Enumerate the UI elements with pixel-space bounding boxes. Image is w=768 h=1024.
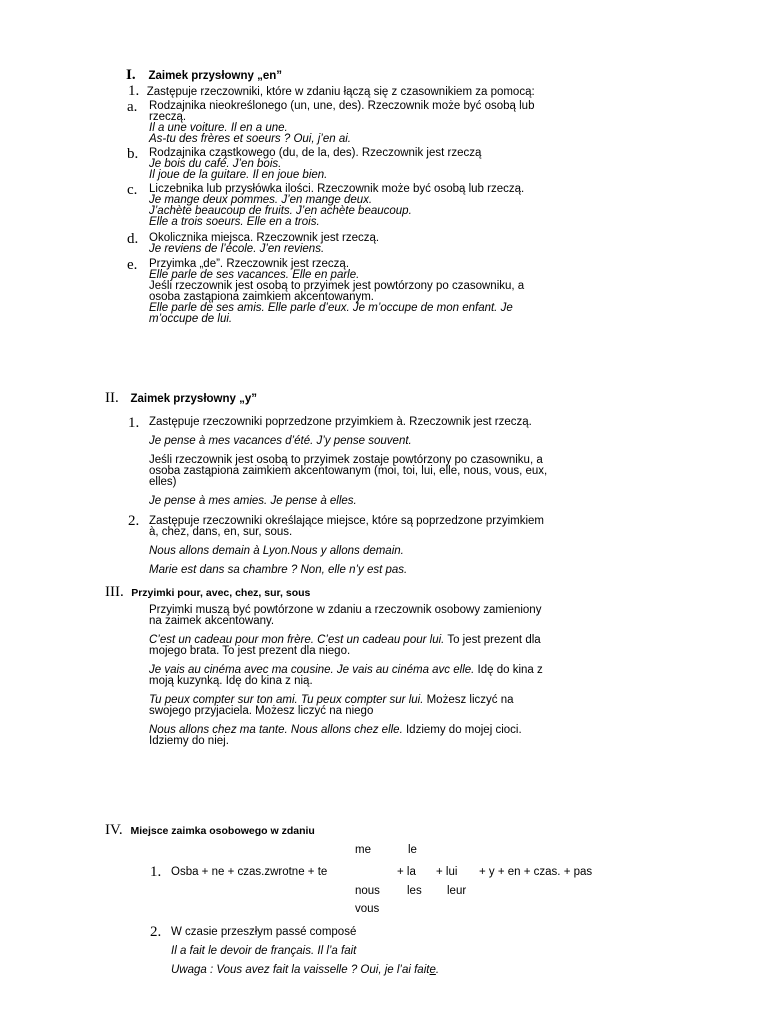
word-order-formula: Osba + ne + czas.zwrotne + te [171,866,328,878]
example-french: Nous allons chez ma tante. Nous allons chez elle. [149,724,403,736]
section-1-item-d-body [149,233,379,255]
example-translation-continued: moją kuzynką. Idę do kina z nią. [149,675,313,687]
item-text: Okolicznika miejsca. Rzeczownik jest rzeczą. [149,232,380,244]
item-text: Liczebnika lub przysłówka ilości. Rzeczownik może być osobą lub rzeczą. [149,183,525,195]
section-2-item-1 [128,414,139,432]
item-letter: d. [127,231,139,247]
example-french: Tu peux compter sur ton ami. Tu peux compter sur lui. [149,694,424,706]
section-1-item-b [127,145,138,163]
formula-lui: + lui [436,866,458,878]
section-1-roman: I. [126,67,136,83]
section-3-heading [105,583,310,601]
section-1-item-a [127,98,137,116]
item-number: 1. [128,415,140,431]
example-french: Je vais au cinéma avec ma cousine. Je vais au cinéma avc elle. [149,664,475,676]
item-text: Zastępuje rzeczowniki określające miejsce, które są poprzedzone przyimkiem [149,515,544,527]
example-translation: Idziemy do mojej cioci. [402,724,522,736]
section-1-item-c [127,181,137,199]
section-2-item-2-body [149,516,544,576]
pronoun-le: le [408,844,417,856]
section-2-title: Zaimek przysłowny „y” [130,393,257,405]
section-1-item-e-body [149,259,524,325]
item-text: osoba zastąpiona zaimkiem akcentowanym. [149,291,375,303]
item-text: Zastępuje rzeczowniki poprzedzone przyimkiem à. Rzeczownik jest rzeczą. [149,416,532,428]
example-line: Nous allons demain à Lyon.Nous y allons demain. [149,545,404,557]
section-1-item-d [127,230,138,248]
section-4-item-2-body [171,927,439,976]
example-line: Elle a trois soeurs. Elle en a trois. [149,216,320,228]
item-number: 1. [150,864,162,880]
section-2-heading [105,389,257,407]
example-line: Je mange deux pommes. J’en mange deux. [149,194,373,206]
item-letter: b. [127,146,139,162]
item-letter: c. [127,182,138,198]
item-text: Rodzajnika cząstkowego (du, de la, des). Rzeczownik jest rzeczą [149,147,482,159]
example-line: Elle parle de ses amis. Elle parle d’eux. Je m’occupe de mon enfant. Je [149,302,513,314]
section-4-roman: IV. [105,822,123,838]
paragraph-line: Przyimki muszą być powtórzone w zdaniu a rzeczownik osobowy zamieniony [149,604,542,616]
section-1-title: Zaimek przysłowny „en” [148,70,283,82]
item-text: elles) [149,476,177,488]
section-4-item-2 [150,923,161,941]
item-number: 2. [150,924,162,940]
item-letter: a. [127,99,138,115]
example-translation-continued: mojego brata. To jest prezent dla niego. [149,645,351,657]
section-3-title: Przyimki pour, avec, chez, sur, sous [131,587,311,599]
example-line: Je reviens de l’école. J’en reviens. [149,243,325,255]
example-french: C’est un cadeau pour mon frère. C’est un cadeau pour lui. [149,634,445,646]
example-period: . [435,964,440,976]
example-line: Marie est dans sa chambre ? Non, elle n’y est pas. [149,564,408,576]
item-text: Jeśli rzeczownik jest osobą to przyimek jest powtórzony po czasowniku, a [149,280,525,292]
pronoun-vous: vous [355,903,380,915]
section-2-roman: II. [105,390,119,406]
formula-rest: + y + en + czas. + pas [479,866,593,878]
example-translation: Możesz liczyć na [423,694,514,706]
example-line [171,965,439,976]
paragraph-line: na zaimek akcentowany. [149,615,275,627]
item-letter: e. [127,257,138,273]
item-text: Zastępuje rzeczowniki, które w zdaniu łączą się z czasownikiem za pomocą: [146,86,535,98]
item-number: 2. [128,513,140,529]
example-translation-continued: Idziemy do niej. [149,735,229,747]
example-line: m’occupe de lui. [149,313,233,325]
section-4-title: Miejsce zaimka osobowego w zdaniu [130,825,315,837]
item-text: Przyimka „de”. Rzeczownik jest rzeczą. [149,258,350,270]
section-3-roman: III. [105,584,124,600]
section-3-body [149,605,543,747]
section-1-item-1 [128,82,535,100]
section-1-item-a-body [149,101,534,145]
item-text-continuation: rzeczą. [149,111,187,123]
example-translation: Idę do kina z [474,664,543,676]
example-line: Je pense à mes vacances d’été. J’y pense souvent. [149,435,412,447]
example-line: As-tu des frères et soeurs ? Oui, j’en ai. [149,133,351,145]
item-number: 1. [128,83,140,99]
item-text: Rodzajnika nieokreślonego (un, une, des). Rzeczownik może być osobą lub [149,100,535,112]
example-translation: To jest prezent dla [444,634,541,646]
example-line: Il a fait le devoir de français. Il l’a fait [171,945,357,957]
section-4-item-1 [150,863,161,881]
example-line: Je bois du café. J’en bois. [149,158,282,170]
section-2-item-2 [128,512,139,530]
section-1-item-e [127,256,137,274]
pronoun-nous: nous [355,885,380,897]
example-line: Il joue de la guitare. Il en joue bien. [149,169,328,181]
example-line: Je pense à mes amies. Je pense à elles. [149,495,357,507]
formula-la: + la [397,866,416,878]
pronoun-me: me [355,844,371,856]
item-text: W czasie przeszłym passé composé [171,926,357,938]
underlined-agreement-ending: e [429,964,436,976]
example-line: J’achète beaucoup de fruits. J’en achète beaucoup. [149,205,412,217]
section-1-item-c-body [149,184,524,228]
example-line: Il a une voiture. Il en a une. [149,122,288,134]
example-translation-continued: swojego przyjaciela. Możesz liczyć na niego [149,705,374,717]
pronoun-les: les [407,885,422,897]
item-text: osoba zastąpiona zaimkiem akcentowanym (moi, toi, lui, elle, nous, vous, eux, [149,465,548,477]
pronoun-leur: leur [447,885,467,897]
item-text: Jeśli rzeczownik jest osobą to przyimek zostaje powtórzony po czasowniku, a [149,454,543,466]
section-1-item-b-body [149,148,481,181]
example-text: Uwaga : Vous avez fait la vaisselle ? Oui, je l’ai fait [171,964,430,976]
example-line: Elle parle de ses vacances. Elle en parle. [149,269,360,281]
section-2-item-1-body [149,417,547,507]
section-4-heading [105,821,315,839]
item-text: à, chez, dans, en, sur, sous. [149,526,293,538]
